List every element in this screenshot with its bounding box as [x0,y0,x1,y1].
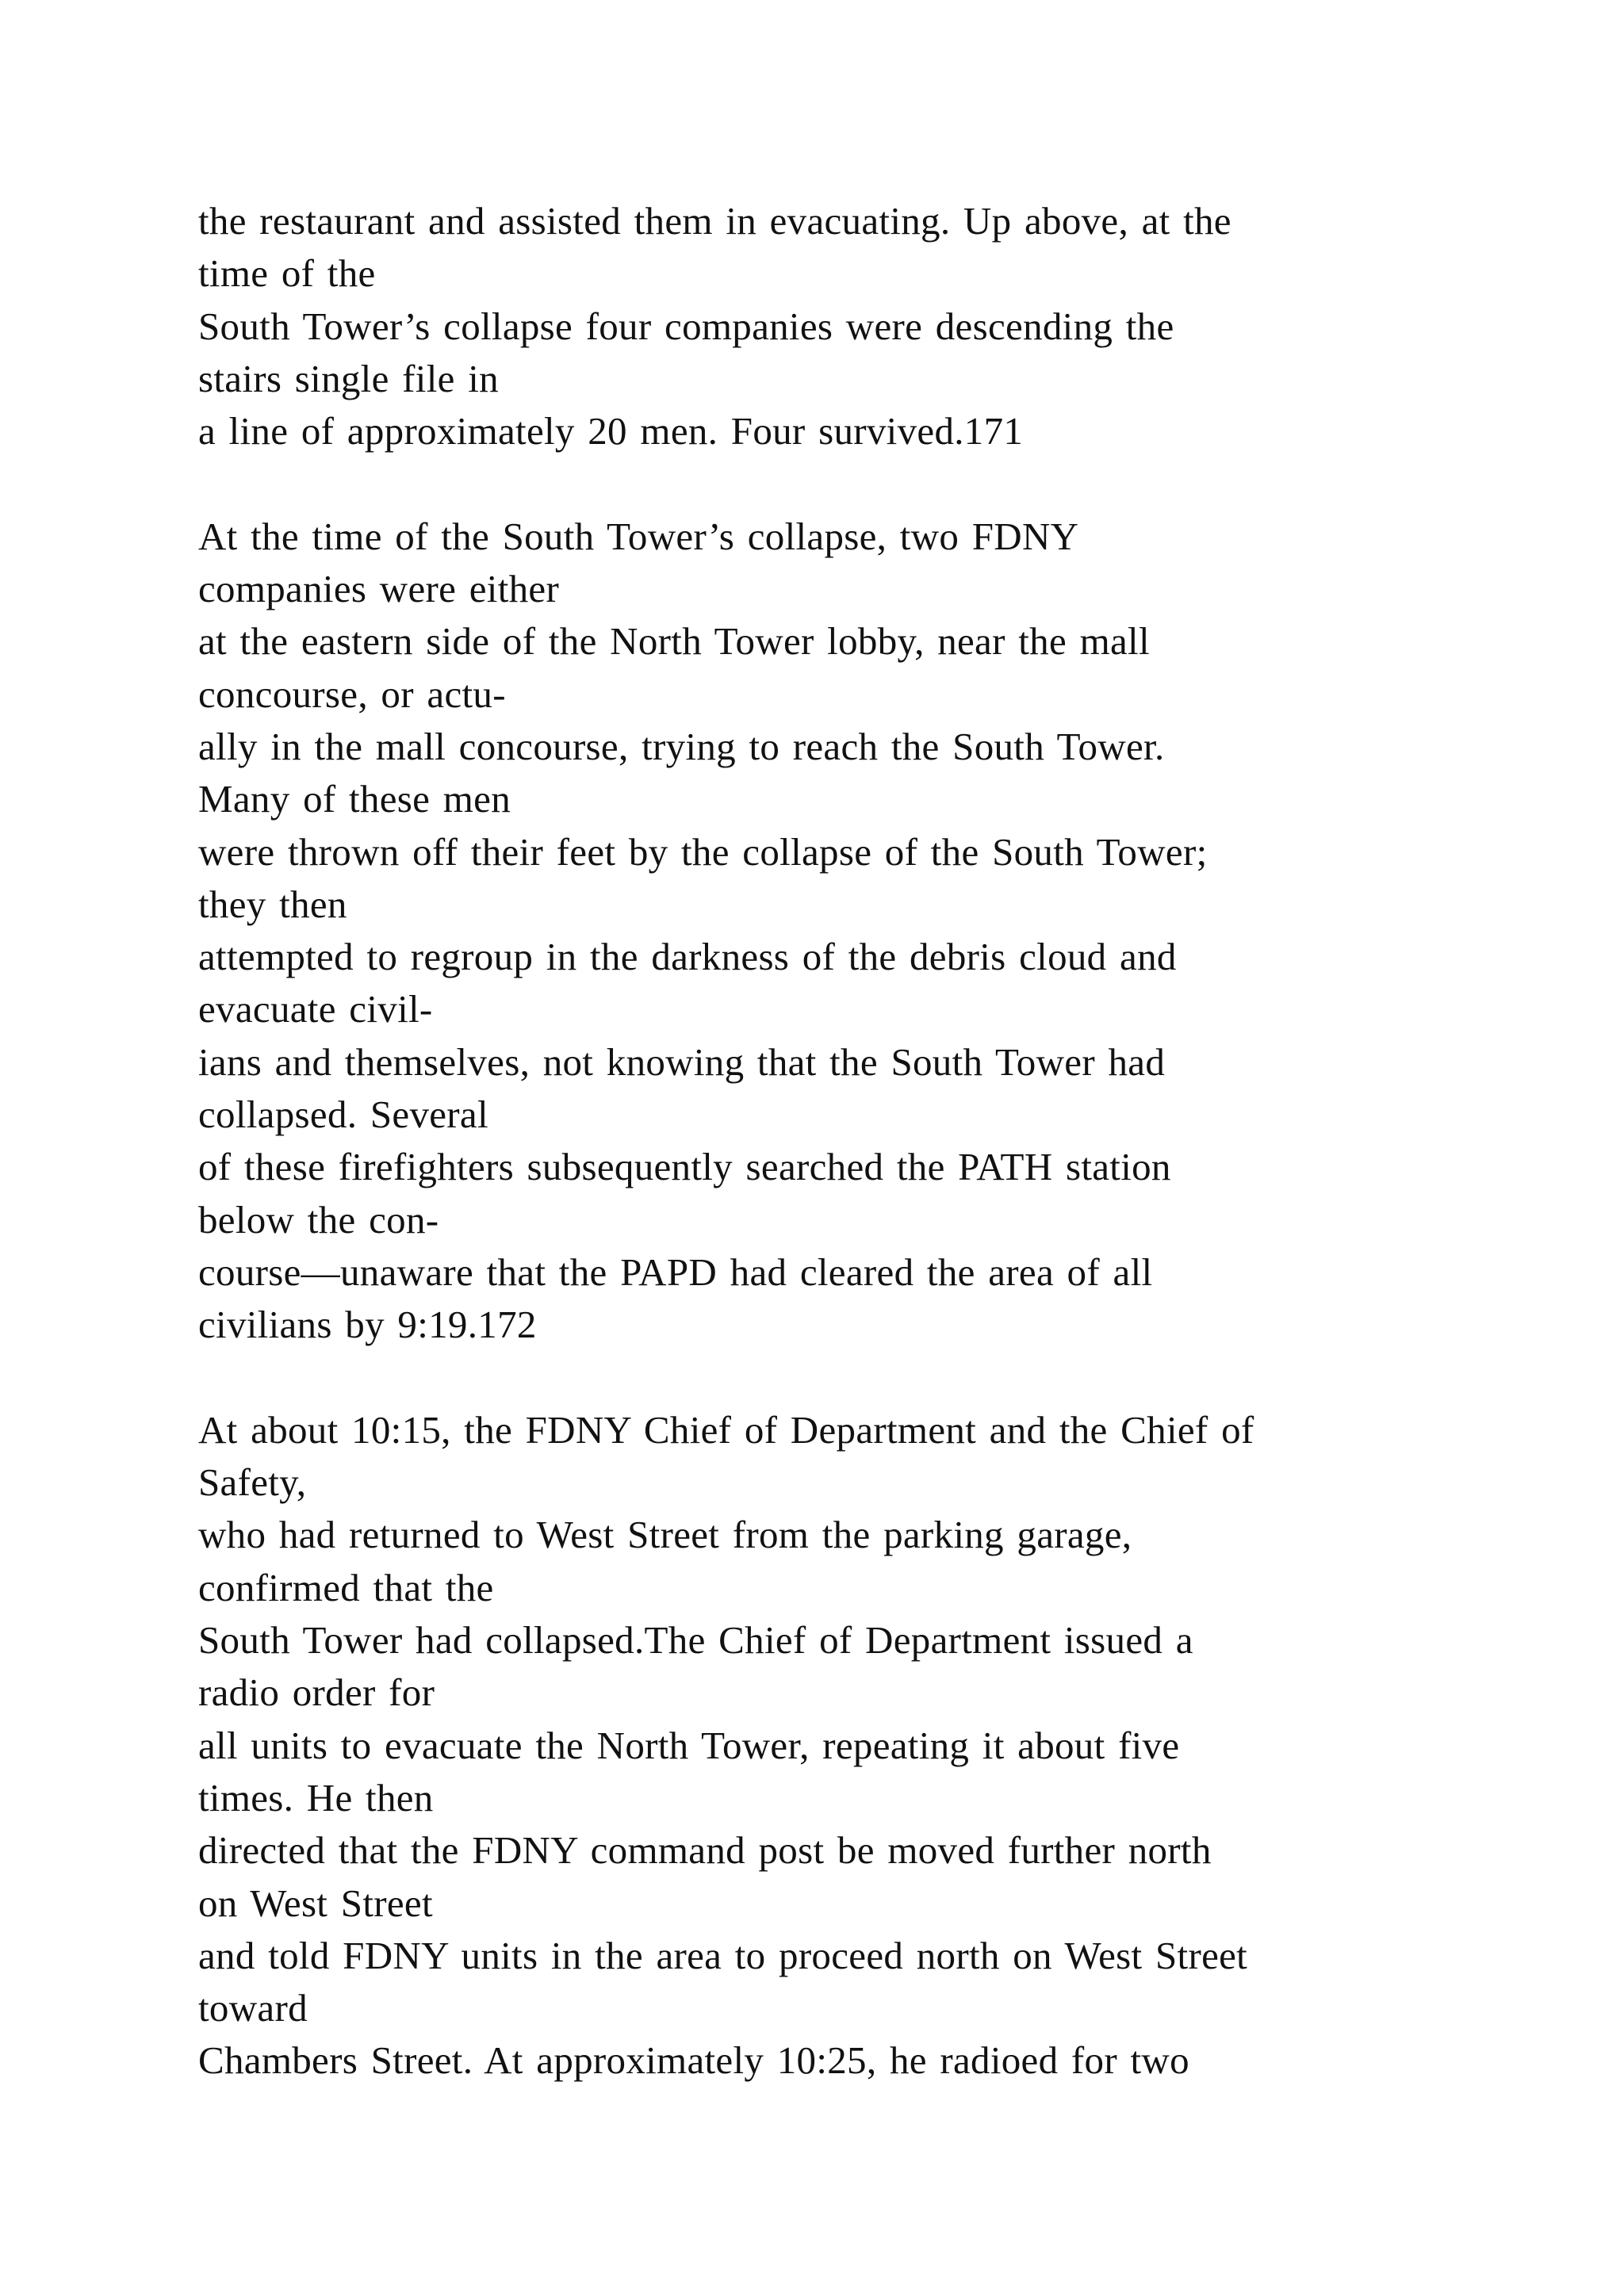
text-line: time of the [198,251,376,296]
text-line: collapsed. Several [198,1093,488,1137]
text-line: South Tower had collapsed.The Chief of Department issued a [198,1618,1193,1663]
text-line: ally in the mall concourse, trying to reach the South Tower. [198,724,1165,768]
paragraph-gap [198,457,1515,510]
text-line: all units to evacuate the North Tower, repeating it about five [198,1723,1180,1767]
paragraph-3 [198,1404,1515,2087]
text-line: at the eastern side of the North Tower lobby, near the mall [198,619,1150,664]
text-line: and told FDNY units in the area to proceed north on West Street [198,1933,1248,1977]
text-line: Chambers Street. At approximately 10:25, he radioed for two [198,2038,1189,2083]
text-line: toward [198,1986,308,2030]
text-line: were thrown off their feet by the collapse of the South Tower; [198,829,1208,874]
text-line: stairs single file in [198,356,499,400]
text-line: Many of these men [198,777,511,821]
text-line: course—unaware that the PAPD had cleared the area of all [198,1249,1153,1294]
text-line: attempted to regroup in the darkness of the debris cloud and [198,935,1177,979]
paragraph-gap [198,1352,1515,1404]
text-line: the restaurant and assisted them in evacuating. Up above, at the [198,199,1231,243]
text-line: below the con- [198,1197,439,1242]
text-line: evacuate civil- [198,987,433,1031]
text-line: a line of approximately 20 men. Four survived.171 [198,409,1024,453]
text-line: At about 10:15, the FDNY Chief of Department and the Chief of [198,1407,1254,1452]
text-line: ians and themselves, not knowing that the South Tower had [198,1039,1166,1084]
text-line: on West Street [198,1881,433,1925]
text-line: South Tower’s collapse four companies were descending the [198,304,1174,348]
text-line: who had returned to West Street from the parking garage, [198,1513,1132,1557]
text-line: they then [198,882,347,926]
text-line: At the time of the South Tower’s collapse, two FDNY [198,514,1079,558]
text-line: directed that the FDNY command post be moved further north [198,1828,1212,1873]
paragraph-1 [198,195,1515,457]
text-line: of these firefighters subsequently searched the PATH station [198,1145,1171,1189]
text-line: civilians by 9:19.172 [198,1303,537,1347]
text-line: Safety, [198,1460,307,1505]
paragraph-2 [198,511,1515,1352]
text-line: times. He then [198,1775,434,1820]
text-line: concourse, or actu- [198,672,506,716]
text-line: confirmed that the [198,1565,494,1609]
body-text [198,195,1515,2087]
text-line: radio order for [198,1670,435,1715]
text-line: companies were either [198,567,560,611]
